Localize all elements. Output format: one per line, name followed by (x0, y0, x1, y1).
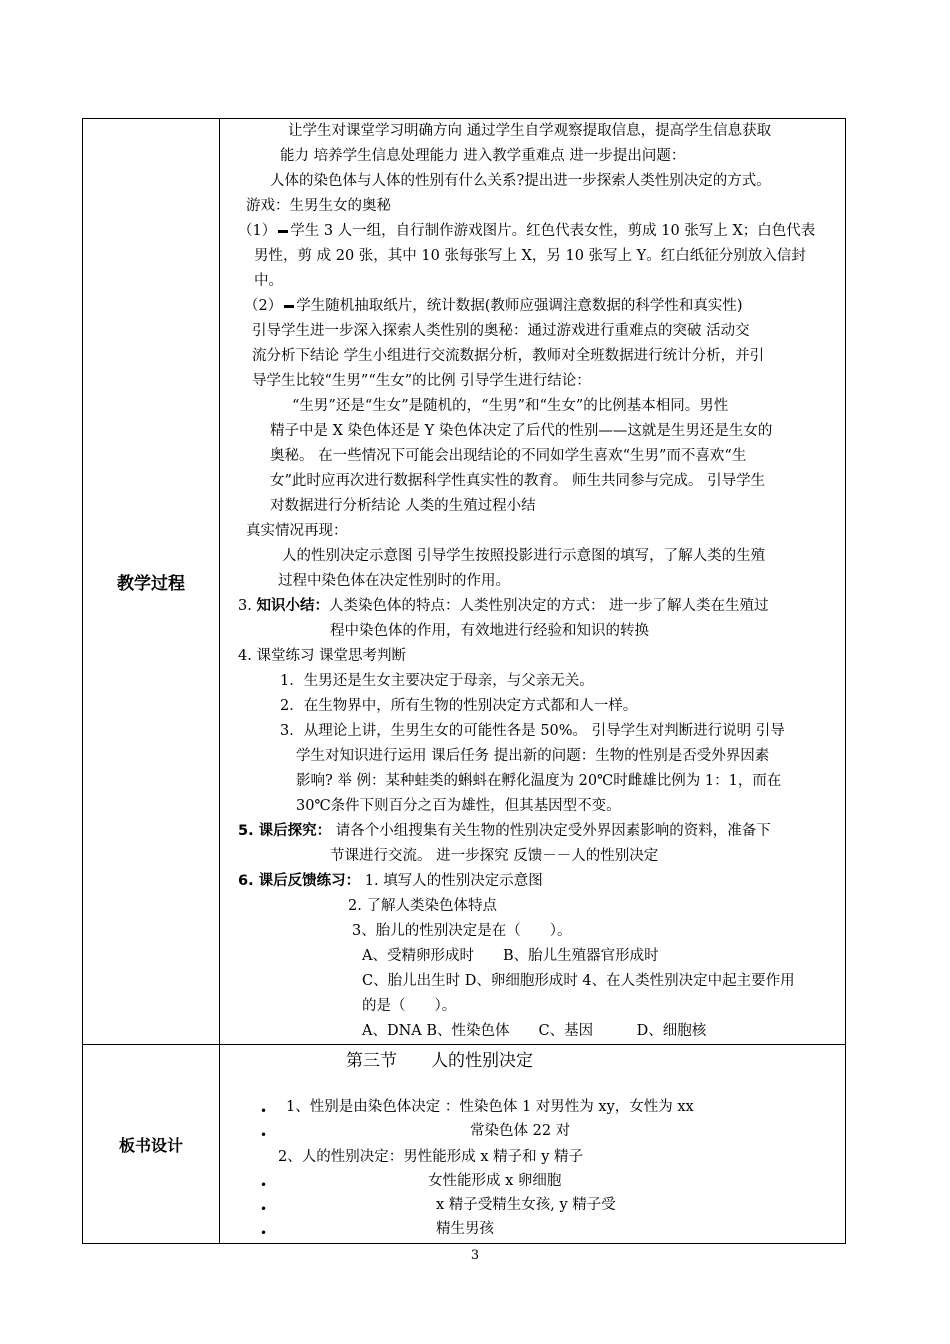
lesson-plan-table (82, 118, 846, 1244)
process-text: 能力 培养学生信息处理能力 进入教学重难点 进一步提出问题： (280, 148, 686, 164)
process-line (230, 744, 837, 769)
board-line: 1、性别是由染色体决定 ：性染色体 1 对男性为 xy，女性为 xx (286, 1099, 694, 1115)
process-line (230, 694, 837, 719)
item-prefix: 3. (238, 598, 257, 614)
process-line (230, 369, 837, 394)
bullet-icon: • (260, 1178, 268, 1192)
item-prefix: （1） (238, 223, 277, 239)
bullet-mark-icon (278, 230, 288, 233)
process-text: 男性，剪 成 20 张，其中 10 张每张写上 X，另 10 张写上 Y。红白纸征分别放入信封 (254, 248, 806, 264)
process-line (230, 944, 837, 969)
process-text: 的是（ ）。 (362, 998, 457, 1014)
process-text: 学生 3 人一组，自行制作游戏图片。红色代表女性，剪成 10 张写上 X；白色代表 (290, 223, 816, 239)
process-line (230, 194, 837, 219)
bullet-mark-icon (284, 305, 294, 308)
process-line (230, 394, 837, 419)
process-line (230, 494, 837, 519)
process-text: 4. 课堂练习 课堂思考判断 (238, 648, 407, 664)
process-line (230, 619, 837, 644)
teaching-process-label: 教学过程 (83, 119, 220, 1045)
process-line (230, 919, 837, 944)
bullet-icon: • (260, 1226, 268, 1240)
teaching-process-content (220, 119, 846, 1045)
process-text: C、胎儿出生时 D、卵细胞形成时 4、在人类性别决定中起主要作用 (362, 973, 795, 989)
process-text: 1．生男还是生女主要决定于母亲，与父亲无关。 (280, 673, 594, 689)
process-line (230, 844, 837, 869)
board-design-content (220, 1045, 846, 1244)
process-line (230, 1019, 837, 1044)
bullet-icon: • (260, 1104, 268, 1118)
board-line: 精生男孩 (436, 1221, 494, 1237)
bullet-icon: • (260, 1202, 268, 1216)
process-text: 影响? 举 例：某种蛙类的蝌蚪在孵化温度为 20℃时雌雄比例为 1：1，而在 (296, 773, 782, 789)
page-number: 3 (470, 1248, 480, 1263)
teaching-process-row (83, 119, 846, 1045)
process-text: 引导学生进一步深入探索人类性别的奥秘：通过游戏进行重难点的突破 活动交 (252, 323, 750, 339)
process-text: “生男”还是“生女”是随机的，“生男”和“生女”的比例基本相同。男性 (292, 398, 729, 414)
process-text: A、DNA B、性染色体 C、基因 D、细胞核 (362, 1023, 707, 1039)
process-line (230, 244, 837, 269)
process-line (230, 119, 837, 144)
process-line (230, 894, 837, 919)
process-line (230, 144, 837, 169)
board-line: 女性能形成 x 卵细胞 (428, 1173, 562, 1189)
process-line (230, 594, 837, 619)
process-line (230, 644, 837, 669)
process-line (230, 519, 837, 544)
process-text: 3、胎儿的性别决定是在（ ）。 (352, 923, 572, 939)
process-text: 学生随机抽取纸片，统计数据(教师应强调注意数据的科学性和真实性) (296, 298, 743, 314)
process-line (230, 794, 837, 819)
process-text: 程中染色体的作用，有效地进行经验和知识的转换 (330, 623, 649, 639)
process-line (230, 294, 837, 319)
process-line (230, 969, 837, 994)
process-line (230, 819, 837, 844)
item-prefix: （2） (244, 298, 283, 314)
process-text: 请各个小组搜集有关生物的性别决定受外界因素影响的资料，准备下 (331, 823, 771, 839)
process-line (230, 544, 837, 569)
bullet-icon: • (260, 1128, 268, 1142)
process-text: 3．从理论上讲，生男生女的可能性各是 50%。 引导学生对判断进行说明 引导 (280, 723, 785, 739)
process-text: 学生对知识进行运用 课后任务 提出新的问题：生物的性别是否受外界因素 (296, 748, 770, 764)
board-line: 2、人的性别决定：男性能形成 x 精子和 y 精子 (278, 1149, 584, 1165)
process-text: 1. 填写人的性别决定示意图 (360, 873, 543, 889)
process-line (230, 769, 837, 794)
process-line (230, 219, 837, 244)
section-heading: 6. 课后反馈练习： (238, 873, 361, 889)
process-text: 对数据进行分析结论 人类的生殖过程小结 (270, 498, 536, 514)
process-text: 2．在生物界中，所有生物的性别决定方式都和人一样。 (280, 698, 638, 714)
board-line: 常染色体 22 对 (470, 1123, 571, 1139)
process-text: 精子中是 X 染色体还是 Y 染色体决定了后代的性别——这就是生男还是生女的 (270, 423, 773, 439)
process-text: 女”此时应再次进行数据科学性真实性的教育。 师生共同参与完成。 引导学生 (270, 473, 766, 489)
process-text: 奥秘。 在一些情况下可能会出现结论的不同如学生喜欢“生男”而不喜欢“生 (270, 448, 747, 464)
process-line (230, 869, 837, 894)
process-text: A、受精卵形成时 B、胎儿生殖器官形成时 (362, 948, 659, 964)
process-text: 导学生比较“生男”“生女”的比例 引导学生进行结论： (252, 373, 591, 389)
process-text: 流分析下结论 学生小组进行交流数据分析，教师对全班数据进行统计分析，并引 (252, 348, 765, 364)
process-text: 真实情况再现： (246, 523, 348, 539)
section-heading: 知识小结： (256, 598, 329, 614)
process-text: 30℃条件下则百分之百为雄性，但其基因型不变。 (296, 798, 621, 814)
process-text: 中。 (254, 273, 283, 289)
process-text: 2. 了解人类染色体特点 (348, 898, 497, 914)
board-title: 第三节 人的性别决定 (346, 1051, 533, 1071)
process-line (230, 319, 837, 344)
process-text: 游戏：生男生女的奥秘 (246, 198, 391, 214)
process-line (230, 994, 837, 1019)
board-design-row (83, 1045, 846, 1244)
process-line (230, 719, 837, 744)
process-text: 让学生对课堂学习明确方向 通过学生自学观察提取信息，提高学生信息获取 (288, 123, 772, 139)
process-text: 人体的染色体与人体的性别有什么关系?提出进一步探索人类性别决定的方式。 (270, 173, 771, 189)
process-line (230, 669, 837, 694)
process-line (230, 444, 837, 469)
process-line (230, 469, 837, 494)
process-text: 节课进行交流。 进一步探究 反馈－－人的性别决定 (330, 848, 659, 864)
board-line: x 精子受精生女孩, y 精子受 (436, 1197, 616, 1213)
process-line (230, 344, 837, 369)
process-text: 人的性别决定示意图 引导学生按照投影进行示意图的填写，了解人类的生殖 (282, 548, 766, 564)
process-text: 过程中染色体在决定性别时的作用。 (278, 573, 510, 589)
section-heading: 5. 课后探究： (238, 823, 332, 839)
process-line (230, 269, 837, 294)
process-line (230, 169, 837, 194)
process-text: 人类染色体的特点：人类性别决定的方式： 进一步了解人类在生殖过 (328, 598, 769, 614)
process-line (230, 569, 837, 594)
process-line (230, 419, 837, 444)
board-design-label: 板书设计 (83, 1045, 220, 1244)
